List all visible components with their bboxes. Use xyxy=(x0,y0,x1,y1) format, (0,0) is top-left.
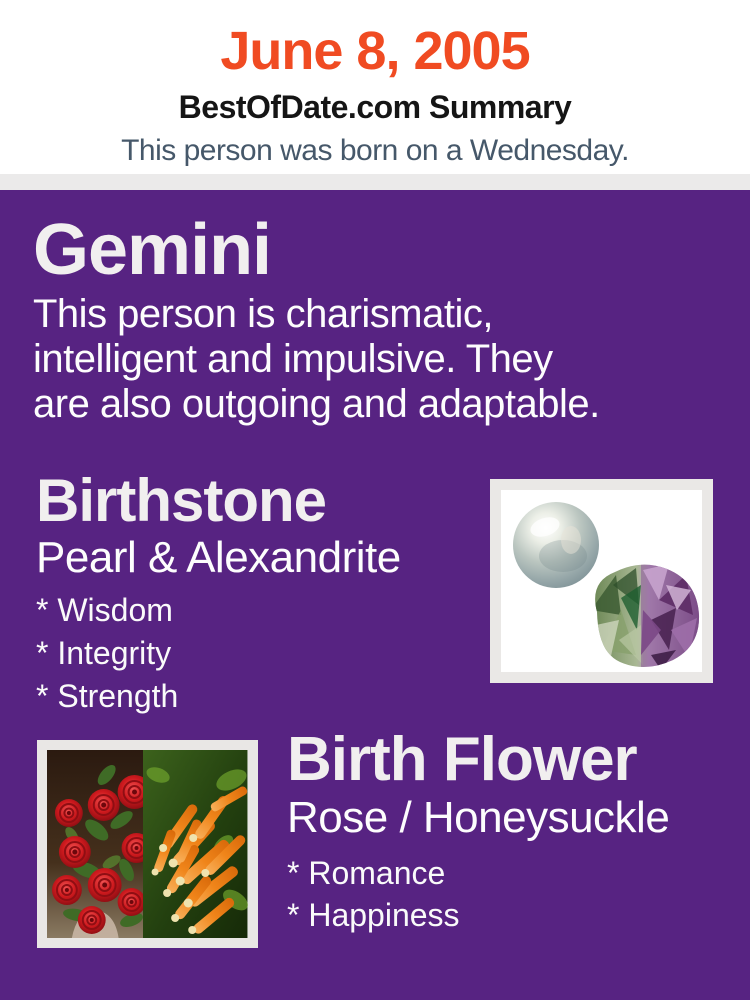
summary-card xyxy=(0,190,750,1000)
header-divider-bar xyxy=(0,174,750,190)
birthstone-names: Pearl & Alexandrite xyxy=(36,533,401,582)
birth-flower-trait: * Happiness xyxy=(287,897,460,933)
birthstone-section xyxy=(36,467,401,718)
zodiac-sign-title: Gemini xyxy=(33,210,272,290)
page-title-date: June 8, 2005 xyxy=(220,21,530,81)
birth-flower-image-frame xyxy=(37,740,258,948)
rose-photo xyxy=(47,750,143,938)
alexandrite-graphic xyxy=(591,550,702,672)
zodiac-description-line: This person is charismatic, xyxy=(33,292,493,336)
site-summary-title: BestOfDate.com Summary xyxy=(178,89,572,126)
birthstone-title: Birthstone xyxy=(36,467,326,534)
birth-flower-trait: * Romance xyxy=(287,855,446,891)
zodiac-description xyxy=(33,292,600,427)
zodiac-description-line: are also outgoing and adaptable. xyxy=(33,382,600,426)
birthstone-trait-list xyxy=(36,589,401,718)
birthstone-trait: * Strength xyxy=(36,678,179,714)
born-day-note: This person was born on a Wednesday. xyxy=(121,134,629,168)
pearl-graphic xyxy=(513,502,599,588)
birth-flower-section xyxy=(287,725,670,936)
birthstone-image-frame xyxy=(490,479,713,683)
birthstone-trait: * Integrity xyxy=(36,635,172,671)
zodiac-description-line: intelligent and impulsive. They xyxy=(33,337,553,381)
honeysuckle-photo xyxy=(143,750,248,938)
header xyxy=(0,0,750,174)
birth-flower-names: Rose / Honeysuckle xyxy=(287,793,670,842)
birthstone-trait: * Wisdom xyxy=(36,592,173,628)
birth-flower-trait-list xyxy=(287,852,669,936)
birth-flower-title: Birth Flower xyxy=(287,725,637,794)
pearl-and-alexandrite-photo xyxy=(501,490,702,672)
